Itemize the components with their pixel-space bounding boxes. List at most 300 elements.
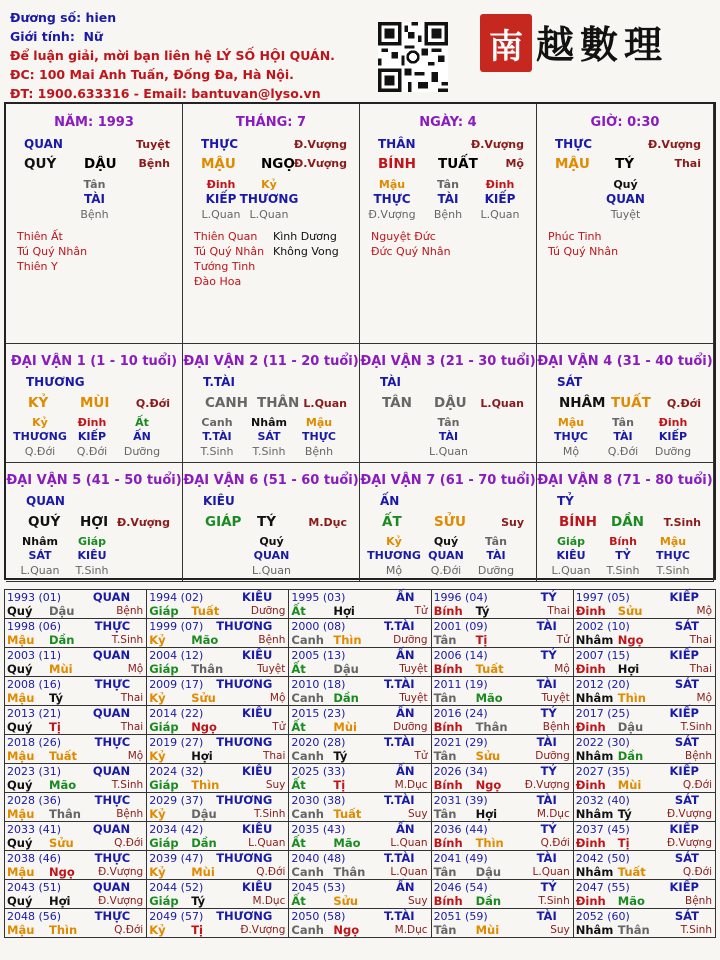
hidden-star: THƯƠNG — [239, 192, 299, 206]
year-label: 2011 (19) — [433, 678, 488, 691]
year-state: Mộ — [127, 663, 144, 675]
year-cell — [5, 619, 147, 648]
year-cell — [147, 648, 289, 677]
year-cell — [289, 764, 431, 793]
year-cell — [573, 851, 715, 880]
year-stem: Giáp — [149, 662, 179, 676]
year-cell — [289, 619, 431, 648]
year-state: T.Sinh — [538, 895, 570, 907]
year-cell — [289, 822, 431, 851]
hidden-star: THƯƠNG — [13, 430, 67, 443]
dai-van-title: ĐẠI VẬN 3 (21 - 30 tuổi) — [360, 354, 536, 369]
year-stem: Canh — [291, 633, 324, 647]
year-star: T.TÀI — [383, 793, 415, 807]
hidden-star: T.TÀI — [202, 430, 232, 443]
year-row — [5, 677, 716, 706]
hidden-stem: Mậu — [557, 416, 585, 429]
year-branch: Dần — [617, 749, 644, 763]
year-state: Q.Đới — [540, 837, 570, 849]
branch-state: L.Quan — [303, 397, 347, 410]
hidden-state: T.Sinh — [252, 445, 286, 458]
branch-state: Bệnh — [138, 157, 170, 170]
seal-logo: 南 — [480, 14, 532, 72]
year-star: THƯƠNG — [216, 677, 273, 691]
stem-star: TỶ — [557, 494, 574, 508]
year-state: Dưỡng — [535, 750, 570, 762]
year-cell — [431, 735, 573, 764]
pillar-title: THÁNG: 7 — [235, 115, 307, 130]
year-cell — [5, 706, 147, 735]
hidden-star: TÀI — [438, 430, 459, 443]
year-star: TÀI — [536, 677, 557, 691]
dai-van-cell — [537, 344, 714, 463]
year-branch: Mão — [475, 691, 503, 705]
year-branch: Ngọ — [49, 865, 75, 879]
year-stem: Kỷ — [149, 749, 166, 763]
year-cell — [431, 677, 573, 706]
year-state: Tử — [272, 721, 286, 733]
branch-state: Mộ — [505, 157, 524, 170]
stem-state: Đ.Vượng — [647, 138, 701, 151]
hidden-state: L.Quan — [480, 208, 520, 221]
year-branch: Dậu — [617, 720, 644, 734]
stem-star: T.TÀI — [203, 375, 235, 389]
year-label: 2030 (38) — [291, 794, 346, 807]
year-stem: Nhâm — [575, 633, 614, 647]
year-branch: Thân — [617, 923, 650, 937]
year-state: Bệnh — [542, 721, 570, 733]
year-stem: Đinh — [575, 662, 606, 676]
year-state: Tuyệt — [541, 692, 570, 704]
branch-state: L.Quan — [480, 397, 524, 410]
year-branch: Tị — [191, 923, 203, 937]
year-row — [5, 706, 716, 735]
year-state: L.Quan — [390, 837, 428, 849]
hidden-state: Q.Đới — [24, 445, 56, 458]
year-cell — [289, 735, 431, 764]
hidden-star: QUAN — [253, 549, 290, 562]
year-star: SÁT — [674, 619, 699, 633]
year-row — [5, 793, 716, 822]
hidden-state: L.Quan — [429, 445, 468, 458]
hidden-star: TỶ — [615, 549, 631, 562]
special-star: Thiên Quan — [194, 230, 258, 243]
heavenly-stem: MẬU — [201, 156, 236, 172]
year-state: T.Sinh — [680, 924, 712, 936]
hidden-star: THỰC — [373, 192, 411, 206]
year-star: TÀI — [536, 619, 557, 633]
stem-star: THỰC — [555, 137, 593, 151]
heavenly-stem: ẤT — [382, 514, 402, 530]
year-branch: Thân — [191, 662, 224, 676]
year-state: Mộ — [269, 692, 286, 704]
heavenly-stem: QUÝ — [24, 156, 57, 172]
year-star: ẤN — [396, 764, 415, 778]
year-branch: Thân — [49, 807, 81, 821]
year-star: THƯƠNG — [216, 793, 273, 807]
year-label: 2048 (56) — [7, 910, 62, 923]
year-state: Mộ — [696, 605, 712, 617]
year-branch: Hợi — [617, 662, 640, 676]
year-stem: Ất — [291, 604, 306, 618]
special-star: Không Vong — [273, 245, 339, 258]
year-star: THƯƠNG — [216, 619, 273, 633]
year-stem: Kỷ — [149, 923, 166, 937]
year-state: Thai — [689, 634, 712, 646]
earthly-branch: TÝ — [257, 514, 276, 530]
year-branch: Thìn — [617, 691, 646, 705]
year-row — [5, 619, 716, 648]
gender-line: Giới tính: Nữ — [10, 29, 103, 44]
year-cell — [431, 764, 573, 793]
hidden-state: T.Sinh — [656, 564, 690, 577]
year-state: Bệnh — [116, 808, 144, 820]
year-star: KIÊU — [241, 706, 273, 720]
year-label: 2050 (58) — [291, 910, 346, 923]
year-label: 2041 (49) — [433, 852, 488, 865]
year-branch: Dần — [333, 691, 359, 705]
year-stem: Giáp — [149, 778, 179, 792]
year-label: 2017 (25) — [575, 707, 630, 720]
year-label: 2036 (44) — [433, 823, 488, 836]
stem-star: QUAN — [26, 494, 65, 508]
year-stem: Bính — [433, 836, 463, 850]
branch-state: Đ.Vượng — [293, 157, 347, 170]
year-label: 2006 (14) — [433, 649, 488, 662]
address-line: ĐC: 100 Mai Anh Tuấn, Đống Đa, Hà Nội. — [10, 67, 294, 82]
year-row — [5, 648, 716, 677]
year-cell — [289, 590, 431, 619]
year-star: SÁT — [674, 677, 699, 691]
year-branch: Tuất — [49, 749, 78, 763]
year-star: THỰC — [94, 735, 131, 749]
year-star: QUAN — [92, 590, 131, 604]
branch-state: Đ.Vượng — [116, 516, 170, 529]
year-cell — [289, 793, 431, 822]
hidden-star: ẤN — [133, 430, 151, 443]
hidden-state: Tuyệt — [610, 208, 641, 221]
hidden-state: Dưỡng — [654, 445, 692, 458]
year-star: TÀI — [536, 851, 557, 865]
year-stem: Kỷ — [149, 691, 166, 705]
year-label: 2035 (43) — [291, 823, 346, 836]
year-stem: Mậu — [7, 691, 35, 705]
year-stem: Ất — [291, 778, 306, 792]
year-label: 2020 (28) — [291, 736, 346, 749]
year-state: T.Sinh — [111, 634, 144, 646]
year-stem: Giáp — [149, 604, 179, 618]
year-cell — [5, 735, 147, 764]
year-stem: Nhâm — [575, 807, 614, 821]
year-label: 2052 (60) — [575, 910, 630, 923]
year-label: 2031 (39) — [433, 794, 488, 807]
year-star: TỶ — [540, 706, 557, 720]
year-branch: Sửu — [475, 749, 501, 763]
year-cell — [147, 590, 289, 619]
year-star: T.TÀI — [383, 619, 415, 633]
year-label: 2021 (29) — [433, 736, 488, 749]
year-star: SÁT — [674, 851, 699, 865]
year-stem: Đinh — [575, 894, 606, 908]
year-label: 2001 (09) — [433, 620, 488, 633]
dai-van-title: ĐẠI VẬN 7 (61 - 70 tuổi) — [360, 473, 536, 488]
yearly-table — [4, 589, 716, 938]
year-label: 1995 (03) — [291, 591, 346, 604]
hidden-stem: Nhâm — [22, 535, 58, 548]
year-state: Q.Đới — [114, 837, 144, 849]
year-cell — [431, 851, 573, 880]
heavenly-stem: BÍNH — [378, 156, 416, 172]
year-star: THƯƠNG — [216, 909, 273, 923]
year-state: L.Quan — [532, 866, 570, 878]
year-stem: Ất — [291, 894, 306, 908]
year-state: Đ.Vượng — [98, 866, 144, 878]
year-state: Bệnh — [685, 750, 712, 762]
hidden-star: THỰC — [554, 430, 588, 443]
year-label: 2040 (48) — [291, 852, 346, 865]
hidden-stem: Đinh — [485, 178, 515, 191]
hidden-stem: Kỷ — [261, 178, 277, 191]
year-state: Tử — [556, 634, 570, 646]
year-state: T.Sinh — [111, 779, 144, 791]
year-branch: Tý — [475, 604, 490, 618]
year-row — [5, 851, 716, 880]
heavenly-stem: NHÂM — [559, 395, 606, 411]
year-cell — [289, 648, 431, 677]
year-stem: Bính — [433, 778, 463, 792]
year-label: 2009 (17) — [149, 678, 204, 691]
year-stem: Mậu — [7, 923, 35, 937]
year-cell — [147, 764, 289, 793]
year-label: 1993 (01) — [7, 591, 62, 604]
year-stem: Quý — [7, 604, 33, 618]
hidden-star: KIẾP — [658, 430, 688, 443]
year-label: 2016 (24) — [433, 707, 488, 720]
year-state: Suy — [265, 779, 286, 791]
stem-star: TÀI — [380, 375, 402, 389]
dai-van-cell — [183, 344, 360, 463]
earthly-branch: NGỌ — [261, 156, 295, 172]
year-label: 1996 (04) — [433, 591, 488, 604]
hidden-state: Bệnh — [80, 208, 109, 221]
year-stem: Mậu — [7, 749, 35, 763]
year-label: 2037 (45) — [575, 823, 630, 836]
hidden-star: THƯƠNG — [367, 549, 421, 562]
year-label: 2038 (46) — [7, 852, 62, 865]
year-branch: Mão — [333, 836, 361, 850]
year-label: 2022 (30) — [575, 736, 630, 749]
year-branch: Dần — [49, 633, 75, 647]
dai-van-title: ĐẠI VẬN 8 (71 - 80 tuổi) — [537, 473, 713, 488]
year-branch: Dần — [191, 836, 217, 850]
year-star: THỰC — [94, 677, 131, 691]
year-stem: Tân — [433, 865, 457, 879]
year-stem: Quý — [7, 778, 33, 792]
pillar-title: NGÀY: 4 — [419, 115, 477, 130]
year-stem: Quý — [7, 662, 33, 676]
year-stem: Quý — [7, 894, 33, 908]
year-branch: Sửu — [49, 836, 74, 850]
year-label: 2047 (55) — [575, 881, 630, 894]
year-state: Đ.Vượng — [98, 895, 144, 907]
year-stem: Đinh — [575, 720, 606, 734]
special-star: Đào Hoa — [194, 275, 242, 288]
year-star: TỶ — [540, 822, 557, 836]
hidden-stem: Tân — [83, 178, 106, 191]
year-star: T.TÀI — [383, 735, 415, 749]
hidden-stem: Tân — [612, 416, 634, 429]
year-star: THỰC — [94, 851, 131, 865]
year-cell — [573, 706, 715, 735]
year-label: 2025 (33) — [291, 765, 346, 778]
year-cell — [573, 677, 715, 706]
year-cell — [5, 590, 147, 619]
earthly-branch: TÝ — [615, 156, 634, 172]
hidden-state: T.Sinh — [606, 564, 640, 577]
year-star: QUAN — [92, 822, 131, 836]
year-label: 2007 (15) — [575, 649, 630, 662]
year-label: 1997 (05) — [575, 591, 630, 604]
year-cell — [573, 880, 715, 909]
year-label: 2027 (35) — [575, 765, 630, 778]
year-branch: Mão — [49, 778, 77, 792]
year-cell — [147, 735, 289, 764]
year-label: 2026 (34) — [433, 765, 488, 778]
special-star: Tú Quý Nhân — [548, 245, 619, 258]
hidden-stem: Kỷ — [32, 416, 48, 429]
year-cell — [573, 648, 715, 677]
year-cell — [5, 880, 147, 909]
year-stem: Nhâm — [575, 865, 614, 879]
year-star: ẤN — [396, 648, 415, 662]
hidden-star: THỰC — [656, 549, 690, 562]
year-stem: Canh — [291, 865, 324, 879]
year-branch: Tý — [617, 807, 632, 821]
pillar-cell — [537, 104, 714, 344]
special-star: Đức Quý Nhân — [371, 245, 451, 258]
year-cell — [573, 735, 715, 764]
year-label: 2029 (37) — [149, 794, 204, 807]
hidden-stem: Giáp — [77, 535, 107, 548]
year-stem: Canh — [291, 749, 324, 763]
year-stem: Mậu — [7, 865, 35, 879]
year-label: 1999 (07) — [149, 620, 204, 633]
year-star: THỰC — [94, 793, 131, 807]
earthly-branch: TUẤT — [438, 156, 478, 172]
year-label: 2018 (26) — [7, 736, 62, 749]
year-star: ẤN — [396, 880, 415, 894]
year-label: 2010 (18) — [291, 678, 346, 691]
year-star: SÁT — [674, 735, 699, 749]
year-state: Dưỡng — [393, 721, 428, 733]
year-branch: Ngọ — [475, 778, 502, 792]
branch-state: Thai — [674, 157, 701, 170]
year-label: 2032 (40) — [575, 794, 630, 807]
hidden-state: L.Quan — [201, 208, 241, 221]
year-state: M.Dục — [252, 895, 286, 907]
year-star: T.TÀI — [383, 677, 415, 691]
year-state: M.Dục — [536, 808, 570, 820]
year-star: KIẾP — [669, 880, 699, 894]
hidden-stem: Quý — [433, 535, 459, 548]
pillar-cell — [183, 104, 360, 344]
year-branch: Dần — [475, 894, 502, 908]
hidden-stem: Tân — [437, 178, 459, 191]
year-star: TÀI — [536, 735, 557, 749]
hidden-state: Q.Đới — [607, 445, 639, 458]
year-cell — [147, 793, 289, 822]
year-label: 2042 (50) — [575, 852, 630, 865]
year-cell — [5, 909, 147, 938]
dai-van-title: ĐẠI VẬN 6 (51 - 60 tuổi) — [183, 473, 359, 488]
year-row — [5, 590, 716, 619]
year-branch: Hợi — [191, 749, 213, 763]
year-cell — [573, 793, 715, 822]
year-branch: Ngọ — [617, 633, 644, 647]
year-cell — [147, 909, 289, 938]
year-state: Bệnh — [116, 605, 144, 617]
year-state: Q.Đới — [256, 866, 286, 878]
year-state: L.Quan — [248, 837, 286, 849]
hidden-stem: Tân — [437, 416, 460, 429]
hidden-star: KIÊU — [77, 549, 107, 562]
hidden-state: L.Quan — [551, 564, 591, 577]
year-branch: Mùi — [49, 662, 73, 676]
year-state: Suy — [408, 895, 428, 907]
stem-star: THỰC — [201, 137, 239, 151]
year-branch: Tuất — [191, 604, 220, 618]
year-branch: Mùi — [475, 923, 500, 937]
year-stem: Ất — [291, 720, 306, 734]
year-stem: Kỷ — [149, 865, 166, 879]
earthly-branch: SỬU — [434, 514, 466, 530]
hidden-star: KIẾP — [77, 430, 107, 443]
special-star: Thiên Ất — [17, 230, 63, 243]
year-stem: Tân — [433, 633, 457, 647]
hidden-star: KIẾP — [205, 192, 237, 206]
year-star: KIÊU — [241, 880, 273, 894]
year-star: ẤN — [396, 590, 415, 604]
hidden-star: SÁT — [28, 549, 52, 562]
year-branch: Hợi — [333, 604, 355, 618]
year-branch: Tị — [333, 778, 346, 792]
year-cell — [147, 706, 289, 735]
year-label: 2004 (12) — [149, 649, 204, 662]
year-state: Q.Đới — [114, 924, 144, 936]
year-label: 2028 (36) — [7, 794, 62, 807]
hidden-stem: Kỷ — [386, 535, 402, 548]
stem-star: SÁT — [557, 375, 583, 389]
hidden-stem: Nhâm — [251, 416, 287, 429]
year-cell — [431, 706, 573, 735]
year-state: Thai — [262, 750, 286, 762]
year-label: 2019 (27) — [149, 736, 204, 749]
hidden-state: T.Sinh — [200, 445, 234, 458]
earthly-branch: HỢI — [80, 514, 109, 530]
year-stem: Nhâm — [575, 691, 614, 705]
hidden-state: Bệnh — [433, 208, 463, 221]
year-star: TỶ — [540, 648, 557, 662]
year-label: 2024 (32) — [149, 765, 204, 778]
year-star: KIẾP — [669, 706, 699, 720]
chart-grid — [4, 102, 716, 580]
hidden-stem: Canh — [201, 416, 233, 429]
year-cell — [289, 851, 431, 880]
year-state: Mộ — [554, 663, 570, 675]
year-state: M.Dục — [394, 924, 428, 936]
year-stem: Bính — [433, 604, 463, 618]
hidden-star: TÀI — [437, 192, 459, 206]
